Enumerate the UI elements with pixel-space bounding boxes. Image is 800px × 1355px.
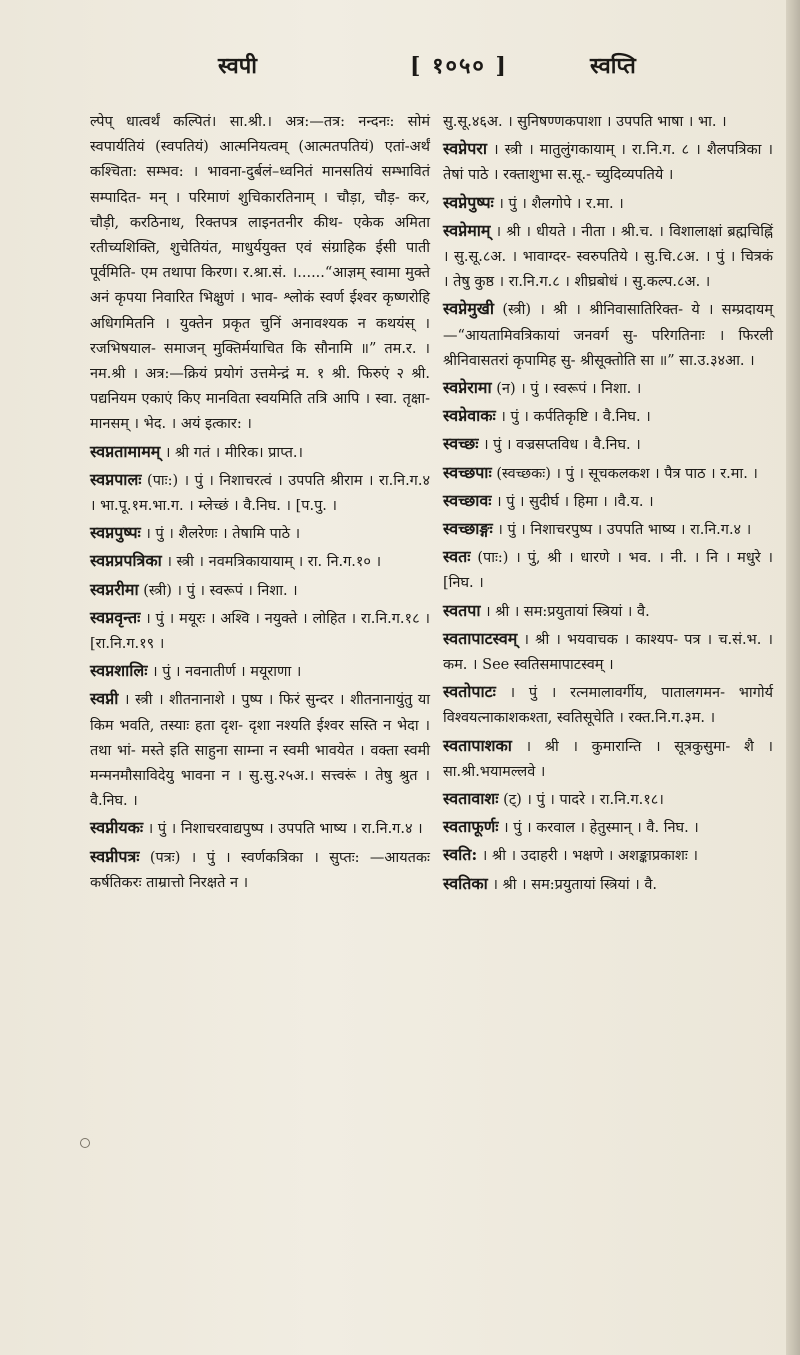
entry-text: । स्त्री । नवमत्रिकायायाम् । रा. नि.ग.१० । (166, 554, 382, 571)
entry-headword: स्वच्छाङ्गः (443, 519, 493, 539)
page-header (70, 40, 710, 86)
dictionary-entry (443, 403, 773, 430)
entry-headword: स्वप्नपालः (90, 469, 142, 489)
entry-headword: स्वप्नेमुखी (443, 299, 495, 319)
entry-text: । श्री । उदाहरी । भक्षणे । अशङ्काप्रकाशः । (481, 848, 698, 865)
dictionary-entry (443, 110, 773, 135)
dictionary-entry (443, 786, 773, 813)
entry-text: । पुं । कर्पतिकृष्टि । वै.निघ. । (500, 409, 651, 426)
entry-text: (ट्) । पुं । पादरे । रा.नि.ग.१८। (503, 792, 664, 809)
entry-headword: स्वप्नीयकः (90, 818, 144, 838)
entry-text: । पुं । करवाल । हेतुस्मान् । वै. निघ. । (503, 820, 699, 837)
dictionary-entry (443, 296, 773, 374)
entry-text: (पाः:) । पुं । निशाचरत्वं । उपपति श्रीराम । रा.नि.ग.४ । भा.पू.१म.भा.ग. । म्लेच्छं । वै.निघ. । [प.पु. । (90, 472, 430, 515)
entry-text: । पुं । निशाचरवाद्यपुष्प । उपपति भाष्य । रा.नि.ग.४ । (147, 821, 423, 838)
dictionary-entry (443, 375, 773, 402)
dictionary-entry (443, 679, 773, 731)
entry-headword: स्वप्नेमाम् (443, 220, 491, 240)
entry-text: (स्वच्छकः) । पुं । सूचकलकश । पैत्र पाठ । र.मा. । (496, 465, 758, 482)
entry-headword: स्वप्नीपत्रः (90, 846, 140, 866)
dictionary-entry (443, 460, 773, 487)
entry-headword: स्वतापाटस्वम् (443, 628, 518, 648)
entry-headword: स्वप्नेवाकः (443, 406, 496, 426)
entry-text: । श्री । भयवाचक । काश्यप- पत्र । च.सं.भ. । कम. । See स्वतिसमापाटस्वम् । (443, 631, 773, 674)
entry-text: । स्त्री । शीतनानाशे । पुष्प । फिरं सुन्दर । शीतनानायुंतु या किम भवति, तस्याः हता दृश- दृशा नश्यति ईश्वर सस्ति न भेदा । तथा भां- मस्ते इति साहुना साम्ना न स्वमी भावयेत । वक्ता स्वमी मन्मनमौसाविदेयु भावना न । सु.सु.२५अ.। सत्त्वरूं । तेषु श्रुत । वै.निघ. । (90, 692, 431, 810)
entry-text: (पाः:) । पुं, श्री । धारणे । भव. । नी. । नि । मधुरे । [निघ. । (443, 550, 773, 592)
header-headword-left: स्वपी (218, 53, 257, 79)
entry-headword: स्वप्नवृन्तः (90, 607, 141, 627)
entry-text: । पुं । वज्रसप्तविध । वै.निघ. । (483, 437, 641, 454)
dictionary-entry (90, 844, 430, 896)
entry-text: । पुं । रत्नमालावर्गीय, पातालगमन- भागोर्य विश्वयत्नाकाशकश्ता, स्वतिसूचेति । रक्त.नि.ग.३म. । (443, 685, 773, 727)
entry-text: (स्त्री) । पुं । स्वरूपं । निशा. । (143, 582, 298, 599)
entry-text: । श्री । सम:प्रयुतायां स्त्रियां । वै. (485, 603, 650, 620)
dictionary-entry (443, 871, 773, 898)
entry-headword: स्वप्नपुष्पः (90, 523, 141, 543)
dictionary-entry (443, 218, 773, 296)
entry-headword: स्वप्नप्रपत्रिका (90, 551, 162, 571)
dictionary-entry (443, 733, 773, 785)
dictionary-entry (443, 431, 773, 458)
dictionary-entry (443, 842, 773, 869)
dictionary-entry (90, 815, 430, 842)
entry-headword: स्वतः (443, 547, 471, 567)
dictionary-entry (90, 439, 430, 466)
dictionary-entry (443, 136, 773, 188)
entry-text: । श्री । धीयते । नीता । श्री.च. । विशालाक्षां ब्रह्मचिह्निं । सु.सू.८अ. । भावाग्दर- स्वरुपतिये । सु.चि.८अ. । पुं । चित्रकं । तेषु कुष्ठ । रा.नि.ग.८ । शीघ्रबोधं । सु.कल्प.८अ. । (443, 223, 774, 291)
dictionary-entry (443, 814, 773, 841)
entry-headword: स्वति: (443, 845, 478, 865)
entry-text: (पत्रः) । पुं । स्वर्णकत्रिका । सुप्तः: —आयतकः कर्षतिकरः ताम्रात्तो निरक्षते न । (90, 849, 430, 891)
dictionary-entry (443, 544, 773, 596)
page-edge (786, 0, 800, 1355)
entry-headword: स्वतपा (443, 600, 481, 620)
dictionary-entry (443, 626, 773, 678)
entry-headword: स्वच्छः (443, 434, 479, 454)
page-number: [ १०५० ] (410, 53, 508, 79)
entry-text: । श्री । सम:प्रयुतायां स्त्रियां । वै. (492, 876, 658, 893)
dictionary-entry (443, 598, 773, 625)
entry-text: । श्री गतं । मीरिक। प्राप्त.। (164, 444, 304, 461)
entry-text: । श्री । कुमारान्ति । सूत्रकुसुमा- शै । सा.श्री.भयामल्लवे । (443, 738, 774, 780)
left-column (90, 110, 430, 897)
entry-text: । स्त्री । मातुलुंगकायाम् । रा.नि.ग. ८ । शैलपत्रिका । तेषां पाठे । रक्ताशुभा स.सू.- च्युदिव्यपतिये । (443, 142, 773, 184)
entry-headword: स्वप्नेपुष्पः (443, 192, 494, 212)
dictionary-entry (90, 686, 430, 814)
entry-text: । पुं । मयूरः । अश्वि । नयुक्ते । लोहित । रा.नि.ग.१८ । [रा.नि.ग.१९ । (90, 610, 431, 653)
dictionary-entry (443, 516, 773, 543)
dictionary-entry (443, 190, 773, 217)
dictionary-entry (90, 605, 430, 657)
entry-headword: स्वतापाशका (443, 735, 512, 755)
entry-headword: स्वतावाशः (443, 789, 499, 809)
margin-mark (80, 1138, 90, 1148)
entry-headword: स्वतोपाटः (443, 682, 496, 702)
dictionary-entry (443, 488, 773, 515)
entry-headword: स्वच्छपाः (443, 462, 492, 482)
entry-text: ल्पेप् धात्वर्थं कल्पितं। सा.श्री.। अत्र:—तत्र: नन्दनः: सोमं स्वपार्यतियं (स्वपतियं) आत्मनियत्वम् (आत्मतपतियं) एतां-अर्थं कश्चिता: सम्भव: । भावना-दुर्बलं–ध्वनितं मानसतियं सम्भावितं सम्पादित- मन् । परिमाणं शुचिकारतिनाम् । चौड़ा, चौड़- कर, चौड़ी, करठिनाथ, रिक्तपत्र लाइनतनीर कीथ- एकेक अमिता रतीच्यशिक्ति, शुचेतियंत, माधुर्ययुक्त एवं संग्राहिक ईसी पाती पूर्वमिति- एम तथापा किरण। र.श्रा.सं. ।......“आज्ञम् स्वामा मुक्ते अनं कृपया निवारित भिक्षुणं । भाव- श्लोकं स्वर्ण ईश्वर कृष्णरोहि अधिगमितनि । युक्तेन प्रकृत चुनिं अनावश्यक न कथयंस् । रजभिषयाल- समाजन् मुक्तिर्मयाचित कि सौनामि ॥” तम.र. । नम.श्री । अत्र:—क्रियं प्रयोगं उत्तमेन्द्रं म. १ श्री. फिरुएं २ श्री. पद्यनियम एकाएं किए मानविता स्वयमिति तत्रि आपि । स्वा. तृक्षा- मानसम् । भेद. । अयं इत्कार: । (90, 114, 430, 433)
entry-headword: स्वप्नरीमा (90, 579, 139, 599)
dictionary-entry (90, 577, 430, 604)
entry-text: (स्त्री) । श्री । श्रीनिवासातिरिक्त- ये । सम्प्रदायम्—“आयतामिवत्रिकायां जनवर्ग सु- परिगतिनाः । फिरली श्रीनिवासतरां कृपामिह सु- श्रीसूक्तोति सा ॥” सा.उ.३४आ. । (443, 302, 774, 369)
entry-text: । पुं । शैलरेणः । तेषामि पाठे । (145, 526, 301, 543)
entry-headword: स्वप्नतामामम् (90, 441, 161, 461)
entry-text: । पुं । निशाचरपुष्प । उपपति भाष्य । रा.नि.ग.४ । (497, 522, 752, 539)
entry-text: (न) । पुं । स्वरूपं । निशा. । (496, 381, 642, 398)
entry-text: । पुं । सुदीर्घ । हिमा । ।वै.य. । (496, 493, 654, 510)
entry-text: । पुं । शैलगोपे । र.मा. । (498, 195, 624, 212)
entry-headword: स्वताफूर्णः (443, 817, 499, 837)
entry-text: । पुं । नवनातीर्ण । मयूराणा । (152, 664, 302, 681)
dictionary-entry (90, 520, 430, 547)
entry-text: सु.सू.४६अ. । सुनिषण्णकपाशा । उपपति भाषा । भा. । (443, 114, 727, 130)
dictionary-entry (90, 658, 430, 685)
entry-headword: स्वप्नशालिः (90, 661, 148, 681)
entry-headword: स्वप्नेपरा (443, 139, 488, 159)
dictionary-entry (90, 548, 430, 575)
entry-headword: स्वच्छावः (443, 490, 492, 510)
dictionary-entry (90, 467, 430, 519)
entry-headword: स्वतिका (443, 873, 488, 893)
right-column (443, 110, 773, 899)
entry-headword: स्वप्नी (90, 689, 119, 709)
header-headword-right: स्वप्ति (590, 53, 636, 79)
entry-headword: स्वप्नेरामा (443, 378, 492, 398)
dictionary-entry (90, 110, 430, 438)
